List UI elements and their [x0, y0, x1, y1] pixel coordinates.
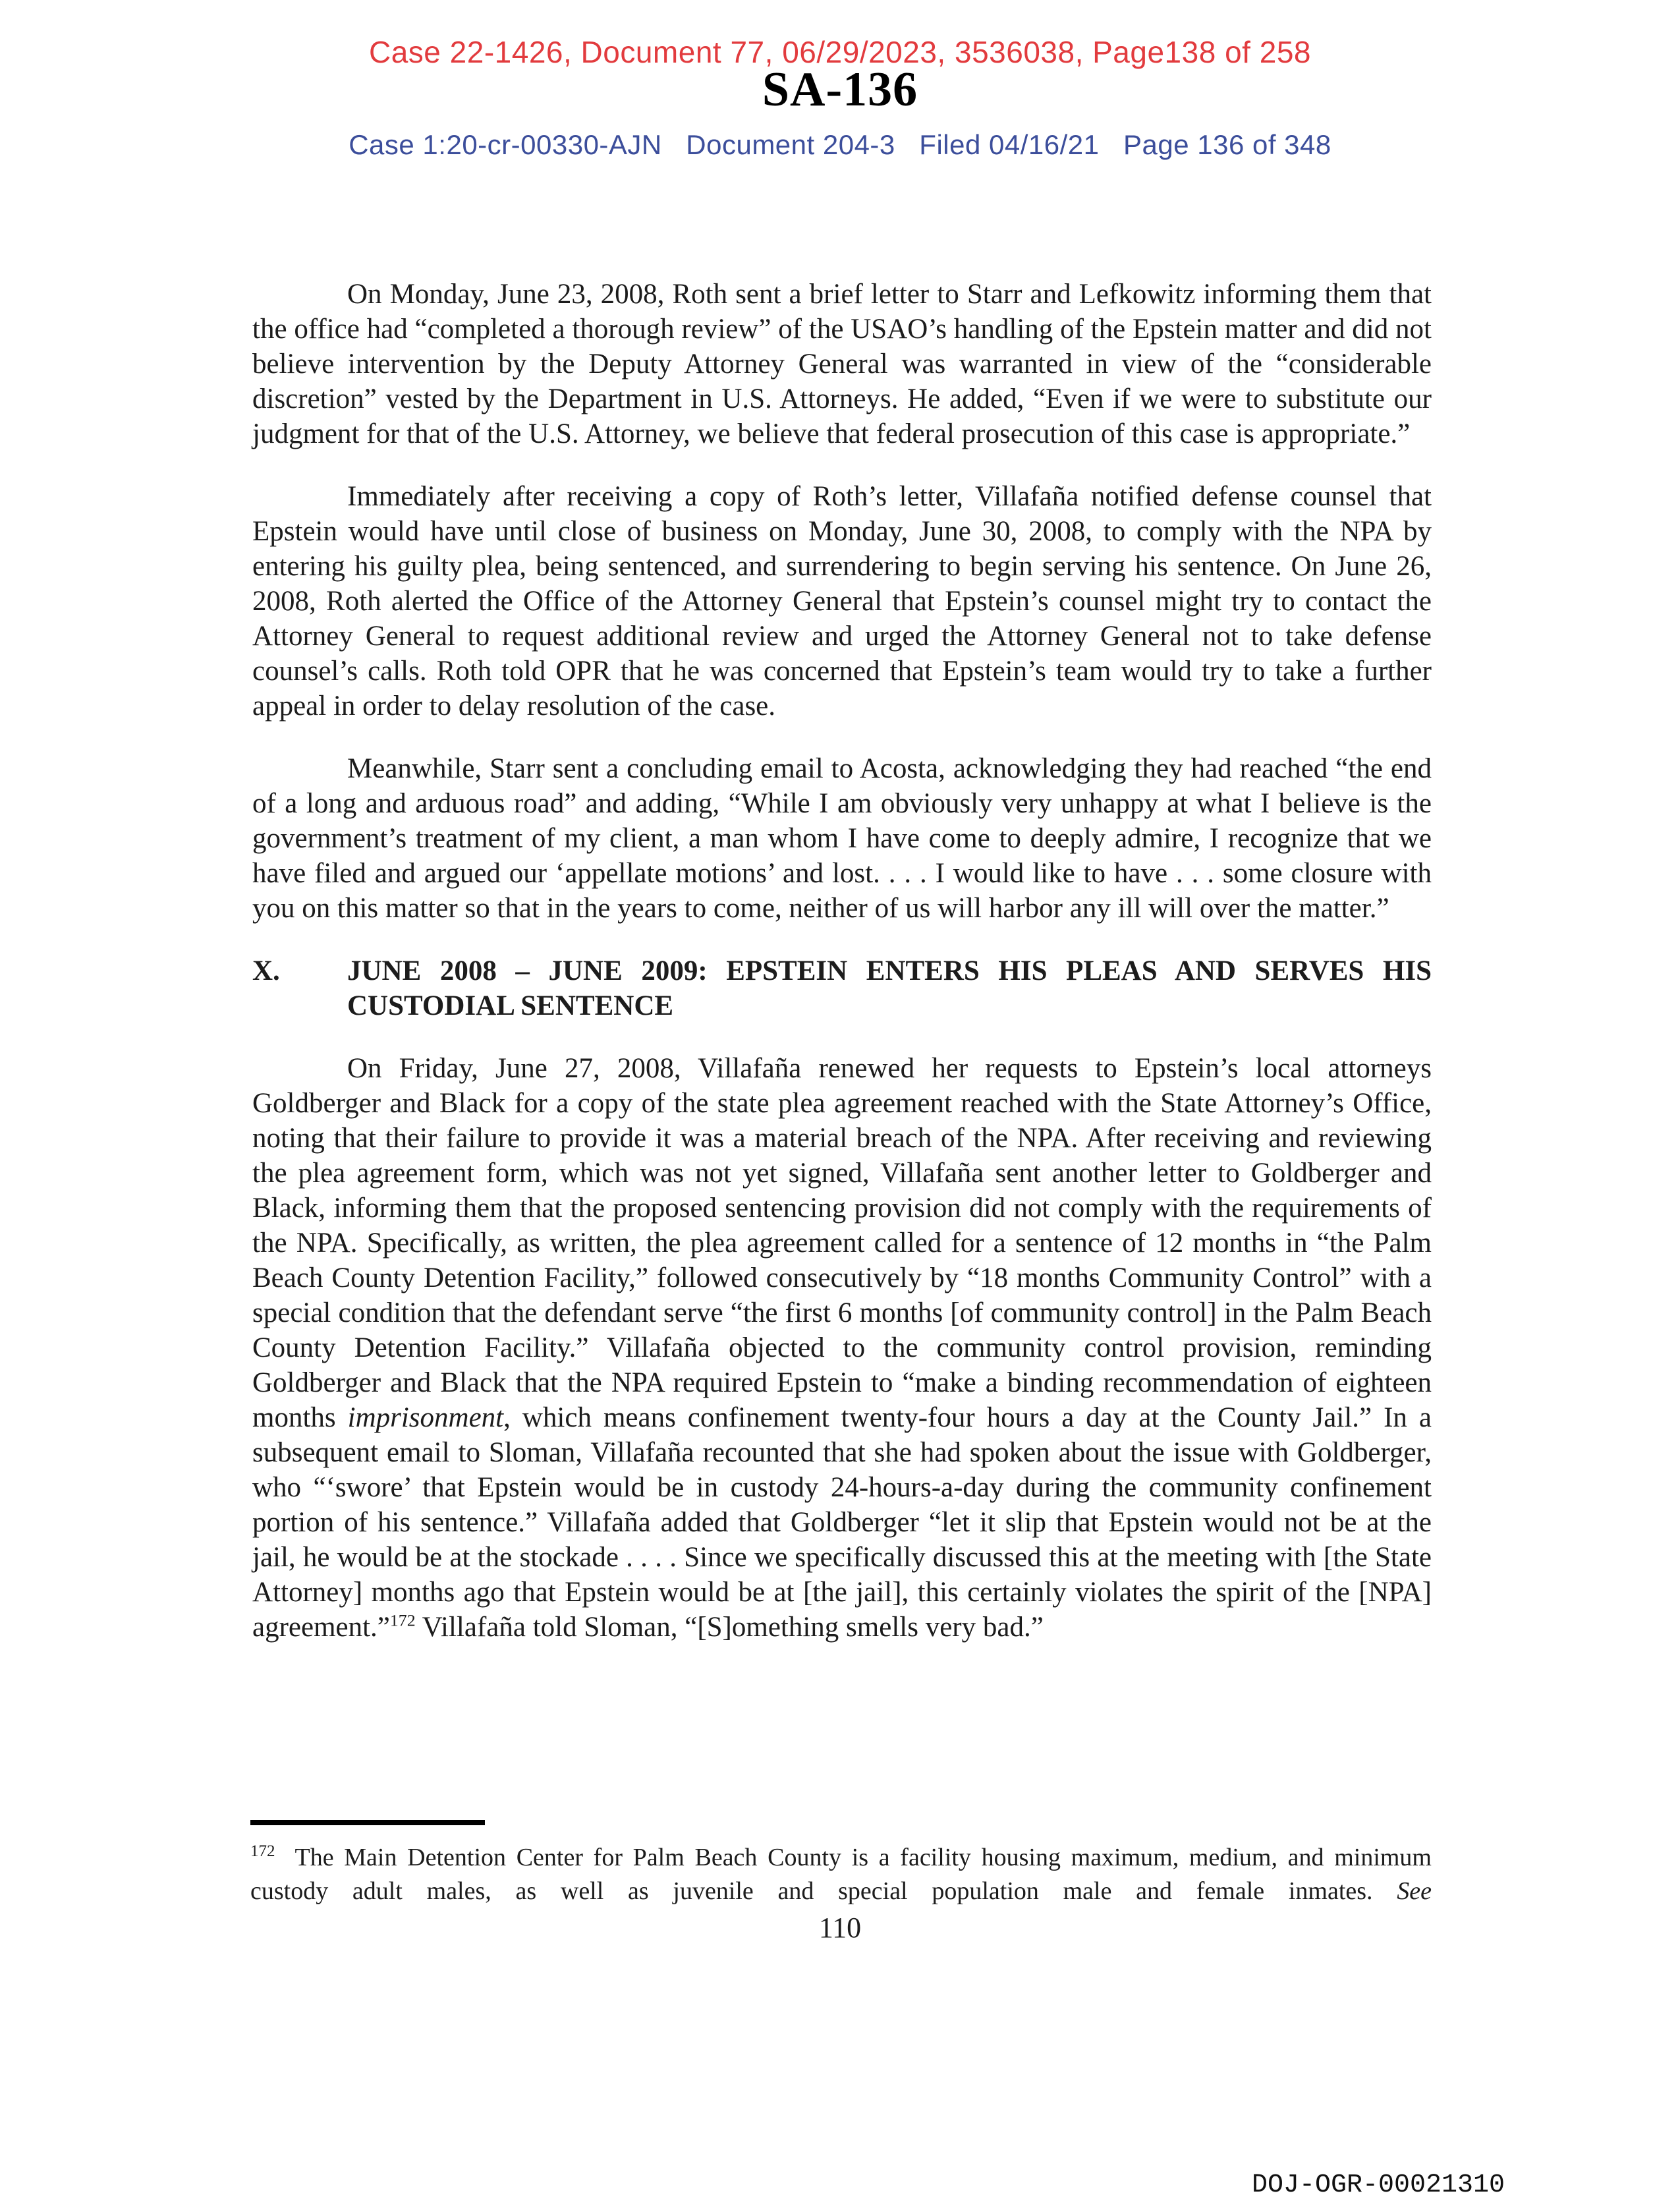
footnote-area [250, 1820, 1432, 1908]
footnote-172 [250, 1841, 1432, 1908]
section-title [347, 953, 1432, 1023]
appellate-case-header: Case 22-1426, Document 77, 06/29/2023, 3536038, Page138 of 258 [369, 35, 1311, 69]
italic-imprisonment: imprisonment [347, 1402, 504, 1433]
footnote-number: 172 [250, 1842, 275, 1861]
footnote-text: The Main Detention Center for Palm Beach County is a facility housing maximum, medium, and minimum custody adult males, as well as juvenile and special population male and female inmates. [250, 1844, 1432, 1905]
paragraph-4-text: Villafaña told Sloman, “[S]omething smells very bad.” [415, 1612, 1044, 1643]
paragraph-4-text: On Friday, June 27, 2008, Villafaña renewed her requests to Epstein’s local attorneys Goldberger and Black for a copy of the state plea agreement reached with the State Attorney’s Office, noting that their failure to provide it was a material breach of the NPA. After receiving and reviewing the plea agreement form, which was not yet signed, Villafaña sent another letter to Goldberger and Black, informing them that the proposed sentencing provision did not comply with the requirements of the NPA. Specifically, as written, the plea agreement called for a sentence of 12 months in “the Palm Beach County Detention Facility,” followed consecutively by “18 months Community Control” with a special condition that the defendant serve “the first 6 months [of community control] in the Palm Beach County Detention Facility.” Villafaña objected to the community control provision, reminding Goldberger and Black that the NPA required Epstein to “make a binding recommendation of eighteen months [252, 1053, 1432, 1433]
paragraph-4 [252, 1051, 1432, 1645]
district-case-header: Case 1:20-cr-00330-AJN Document 204-3 Filed 04/16/21 Page 136 of 348 [349, 129, 1331, 160]
footnote-separator-rule [250, 1820, 485, 1825]
paragraph-3: Meanwhile, Starr sent a concluding email to Acosta, acknowledging they had reached “the end of a long and arduous road” and adding, “While I am obviously very unhappy at what I believe is the government’s treatment of my client, a man whom I have come to deeply admire, I recognize that we have filed and argued our ‘appellate motions’ and lost. . . . I would like to have . . . some closure with you on this matter so that in the years to come, neither of us will harbor any ill will over the matter.” [252, 753, 1432, 924]
section-title-line-2: CUSTODIAL SENTENCE [347, 990, 674, 1021]
document-body [252, 277, 1432, 1672]
section-number: X. [252, 955, 280, 986]
footnote-reference-172: 172 [389, 1610, 416, 1630]
paragraph-1: On Monday, June 23, 2008, Roth sent a brief letter to Starr and Lefkowitz informing them that the office had “completed a thorough review” of the USAO’s handling of the Epstein matter and did not believe intervention by the Deputy Attorney General was warranted in view of the “considerable discretion” vested by the Department in U.S. Attorneys. He added, “Even if we were to substitute our judgment for that of the U.S. Attorney, we believe that federal prosecution of this case is appropriate.” [252, 279, 1432, 449]
section-title-line-1: JUNE 2008 – JUNE 2009: EPSTEIN ENTERS HIS PLEAS AND SERVES HIS [347, 955, 1432, 986]
bates-stamp: DOJ-OGR-00021310 [1252, 2170, 1505, 2200]
paragraph-2: Immediately after receiving a copy of Roth’s letter, Villafaña notified defense counsel that Epstein would have until close of business on Monday, June 30, 2008, to comply with the NPA by entering his guilty plea, being sentenced, and surrendering to begin serving his sentence. On June 26, 2008, Roth alerted the Office of the Attorney General that Epstein’s counsel might try to contact the Attorney General to request additional review and urged the Attorney General not to take defense counsel’s calls. Roth told OPR that he was concerned that Epstein’s team would try to take a further appeal in order to delay resolution of the case. [252, 481, 1432, 722]
section-heading [252, 953, 1432, 1023]
footnote-see-citation: See [1397, 1877, 1432, 1905]
paragraph-4-text: , which means confinement twenty-four hours a day at the County Jail.” In a subsequent email to Sloman, Villafaña recounted that she had spoken about the issue with Goldberger, who “‘swore’ that Epstein would be in custody 24-hours-a-day during the community confinement portion of his sentence.” Villafaña added that Goldberger “let it slip that Epstein would not be at the jail, he would be at the stockade . . . . Since we specifically discussed this at the meeting with [the State Attorney] months ago that Epstein would be at [the jail], this certainly violates the spirit of the [NPA] agreement.” [252, 1402, 1432, 1643]
appendix-page-label: SA-136 [762, 63, 918, 117]
page-number: 110 [818, 1912, 862, 1944]
